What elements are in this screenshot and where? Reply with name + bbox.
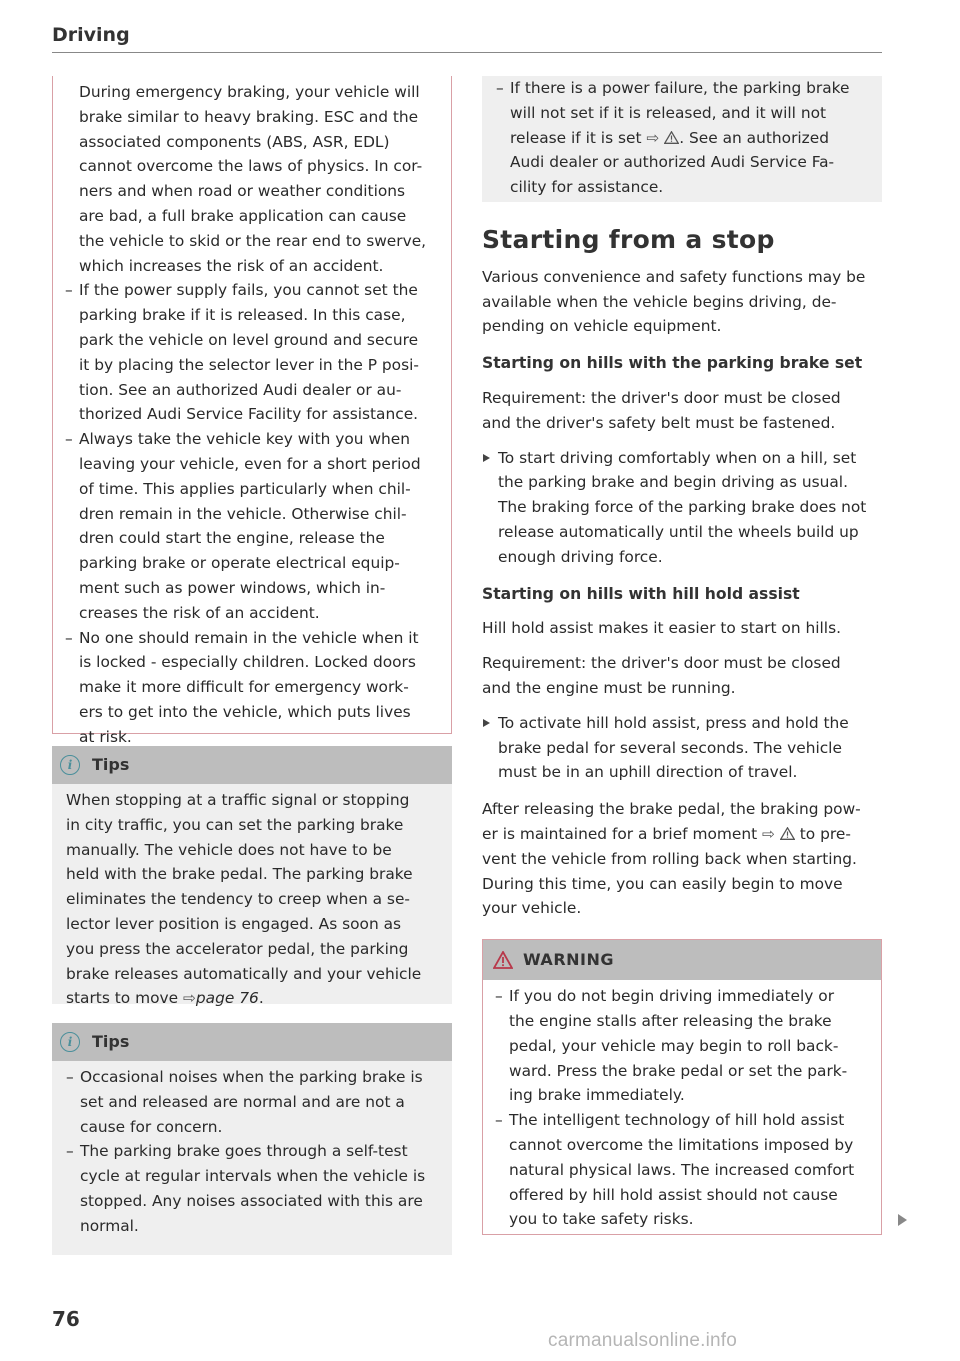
text-line: ners and when road or weather conditions [79,182,406,201]
list-item: – Occasional noises when the parking brake is set and released are normal and are not a cause for concern. [66,1065,436,1139]
text-line: Requirement: the driver's door must be closed [482,388,841,407]
text-line: pedal, your vehicle may begin to roll back- [509,1036,839,1055]
text-line: vent the vehicle from rolling back when starting. [482,849,857,868]
text-line: ing brake immediately. [509,1086,685,1105]
text-line: must be in an uphill direction of travel. [498,763,798,782]
requirement-text [482,386,882,436]
text-line: normal. [80,1216,139,1235]
text-line: associated components (ABS, ASR, EDL) [79,132,390,151]
continue-arrow-icon [898,1214,907,1226]
text-line: The braking force of the parking brake does not [498,498,867,517]
list-item: – If the power supply fails, you cannot set the parking brake if it is released. In this case, park the vehicle on level ground and secure it by placing the selector lever in the P posi- tion. See an authorized Audi dealer or au- thorized Audi Service Facility for assistance. [65,278,435,427]
text-line [482,822,882,847]
text-fragment: starts to move [66,989,183,1008]
warning-continuation-box [52,76,452,746]
text-line: parking brake or operate electrical equip- [79,554,400,573]
text-line: make it more difficult for emergency work- [79,678,409,697]
text-line: in city traffic, you can set the parking brake [66,815,404,834]
text-line: you to take safety risks. [509,1210,694,1229]
chapter-title: Driving [52,24,130,46]
text-fragment: er is maintained for a brief moment [482,824,763,843]
text-line: at risk. [79,727,132,746]
text-line: When stopping at a traffic signal or stopping [66,791,410,809]
text-line: If there is a power failure, the parking brake [510,79,850,97]
text-line: The parking brake goes through a self-test [80,1142,408,1161]
text-line: of time. This applies particularly when chil- [79,479,411,498]
text-line: you press the accelerator pedal, the parking [66,939,409,958]
text-line: ment such as power windows, which in- [79,578,386,597]
warning-triangle-icon[interactable] [780,827,795,840]
warning-intro [65,80,435,278]
header-divider [52,52,882,53]
after-release-text [482,797,882,921]
text-line: Occasional noises when the parking brake is [80,1068,423,1086]
watermark-text: carmanualsonline.info [548,1330,738,1351]
text-line: available when the vehicle begins driving, de- [482,292,837,311]
text-line: leaving your vehicle, even for a short period [79,454,421,473]
text-line: Always take the vehicle key with you when [79,430,411,449]
reference-arrow-icon: ⇨ [762,824,775,843]
text-line: dren remain in the vehicle. Otherwise chil- [79,504,407,523]
text-line: pending on vehicle equipment. [482,317,722,336]
text-line: ward. Press the brake pedal or set the park- [509,1061,848,1080]
text-line: thorized Audi Service Facility for assistance. [79,405,419,424]
list-item: – No one should remain in the vehicle when it is locked - especially children. Locked doors make it more difficult for emergency work- ers to get into the vehicle, which puts lives at risk. [65,626,435,750]
text-line: If the power supply fails, you cannot set the [79,281,418,300]
warning-box [482,939,882,1235]
text-line: which increases the risk of an accident. [79,256,384,275]
instruction-step [482,711,882,785]
text-line: cycle at regular intervals when the vehicle is [80,1167,426,1186]
text-line [510,126,868,151]
right-column [482,76,882,1235]
text-line: your vehicle. [482,899,582,918]
text-line: are bad, a full brake application can cause [79,206,407,225]
requirement-text [482,651,882,701]
text-line: Various convenience and safety functions may be [482,267,866,286]
warning-body [483,980,881,1236]
info-icon: i [60,755,80,775]
power-failure-box [482,76,882,202]
text-line: brake releases automatically and your vehicle [66,964,422,983]
text-line: park the vehicle on level ground and secure [79,330,419,349]
text-fragment: release if it is set [510,128,647,147]
text-line: dren could start the engine, release the [79,529,385,548]
text-line: enough driving force. [498,547,663,566]
subsection-title: Starting on hills with hill hold assist [482,584,800,603]
text-line: Audi dealer or authorized Audi Service Fa- [510,153,835,172]
text-line: cannot overcome the laws of physics. In cor- [79,157,423,176]
step-arrow-icon [483,719,490,727]
tips-header [52,1023,452,1061]
section-intro [482,265,882,339]
list-item: – If you do not begin driving immediately or the engine stalls after releasing the brake pedal, your vehicle may begin to roll back- ward. Press the brake pedal or set the park- ing brake immediately. [495,984,865,1108]
text-line: ers to get into the vehicle, which puts lives [79,702,411,721]
text-line: tion. See an authorized Audi dealer or au- [79,380,402,399]
warning-header [483,940,881,980]
tips-body [52,1061,452,1243]
text-line: If you do not begin driving immediately or [509,987,835,1006]
section-title: Starting from a stop [482,225,775,254]
text-fragment: . See an authorized [679,128,829,147]
text-line: After releasing the brake pedal, the braking pow- [482,800,861,819]
reference-arrow-icon: ⇨ [646,128,660,147]
tips-box-noises [52,1023,452,1255]
list-item: – The intelligent technology of hill hold assist cannot overcome the limitations imposed by natural physical laws. The increased comfort offered by hill hold assist should not cause you to take safety risks. [495,1108,865,1232]
text-fragment: . [258,989,264,1008]
info-icon: i [60,1032,80,1052]
text-line: held with the brake pedal. The parking brake [66,865,413,884]
text-line: the parking brake and begin driving as usual. [498,473,848,492]
text-line: the engine stalls after releasing the brake [509,1011,832,1030]
text-line: brake similar to heavy braking. ESC and the [79,107,419,126]
text-line: release automatically until the wheels build up [498,522,859,541]
text-line: cannot overcome the limitations imposed by [509,1135,854,1154]
text-line: Requirement: the driver's door must be closed [482,654,841,673]
text-line: and the driver's safety belt must be fastened. [482,413,836,432]
tips-heading: Tips [92,754,130,774]
tips-heading: Tips [92,1031,130,1051]
text-line: natural physical laws. The increased comfort [509,1160,855,1179]
text-line: To activate hill hold assist, press and hold the [498,713,849,732]
warning-heading: WARNING [523,949,614,969]
text-line: will not set if it is released, and it will not [510,103,827,122]
reference-arrow-icon: ⇨ [182,989,196,1008]
text-line: No one should remain in the vehicle when it [79,628,419,647]
list-item: – If there is a power failure, the parking brake will not set if it is released, and it will not release if it is set ⇨ . See an authorized Audi dealer or authorized Audi Service Fa- cility for assistance. [496,76,868,200]
text-line: stopped. Any noises associated with this are [80,1191,423,1210]
text-line: it by placing the selector lever in the P posi- [79,355,419,374]
warning-triangle-icon [493,951,513,969]
text-line: cility for assistance. [510,178,664,197]
text-line: the vehicle to skid or the rear end to swerve, [79,231,427,250]
text-line: set and released are normal and are not a [80,1092,405,1111]
text-line: During emergency braking, your vehicle will [79,83,420,101]
text-line: manually. The vehicle does not have to be [66,840,392,859]
text-line [66,986,436,1011]
list-item: – Always take the vehicle key with you when leaving your vehicle, even for a short period of time. This applies particularly when chil- dren remain in the vehicle. Otherwise chil- dren could start the engine, release the parking brake or operate electrical equip- ment such as power windows, which in- creases the risk of an accident. [65,427,435,625]
text-line: parking brake if it is released. In this case, [79,306,406,325]
list-item: – The parking brake goes through a self-test cycle at regular intervals when the vehicle is stopped. Any noises associated with this are normal. [66,1139,436,1238]
tips-body [52,784,452,1015]
text-fragment: to pre- [794,824,851,843]
subsection-title: Starting on hills with the parking brake set [482,354,863,373]
text-line: and the engine must be running. [482,678,736,697]
step-arrow-icon [483,454,490,462]
text-line: cause for concern. [80,1117,223,1136]
text-line: is locked - especially children. Locked doors [79,653,416,672]
text-line: During this time, you can easily begin to move [482,874,843,893]
warning-triangle-icon[interactable] [664,131,679,144]
text-line: brake pedal for several seconds. The vehicle [498,738,842,757]
page-number: 76 [52,1307,80,1331]
text-line: lector lever position is engaged. As soon as [66,914,402,933]
text-line: The intelligent technology of hill hold assist [509,1111,845,1130]
tips-header [52,746,452,784]
page-reference-link[interactable]: page 76 [195,989,259,1008]
instruction-step [482,446,882,570]
text-line: offered by hill hold assist should not cause [509,1185,838,1204]
text-line: eliminates the tendency to creep when a se- [66,890,410,909]
text-line: To start driving comfortably when on a hill, set [498,448,857,467]
subsection-intro: Hill hold assist makes it easier to start on hills. [482,619,841,638]
left-column [52,76,452,1255]
text-line: creases the risk of an accident. [79,603,320,622]
tips-box-stopping [52,746,452,1008]
